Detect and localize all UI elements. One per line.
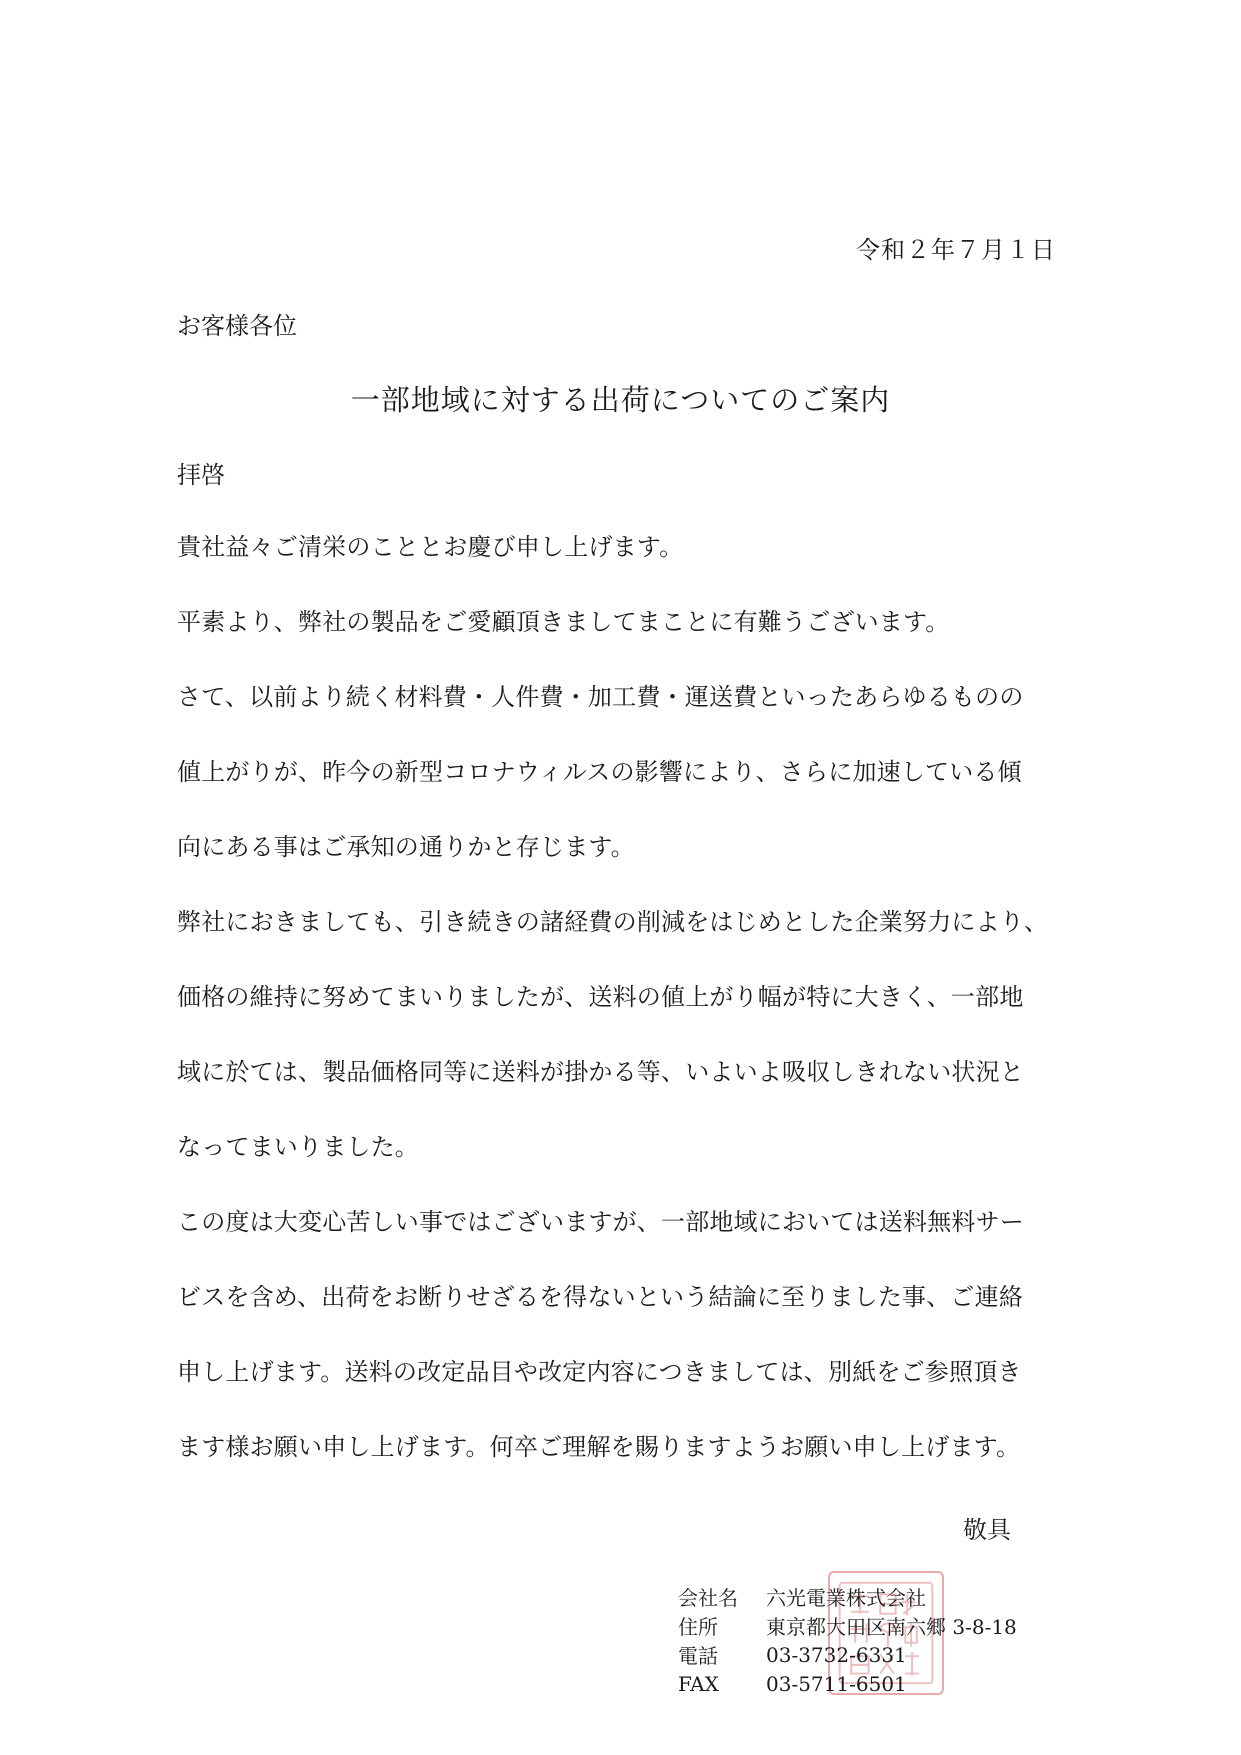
body-line: ビスを含め、出荷をお断りせざるを得ないという結論に至りました事、ご連絡 xyxy=(177,1283,1024,1311)
company-name-label: 会社名 xyxy=(678,1586,738,1610)
fax-label: FAX xyxy=(678,1671,719,1696)
address-label: 住所 xyxy=(678,1615,718,1639)
address-row xyxy=(678,1611,1017,1640)
phone-label: 電話 xyxy=(678,1644,718,1668)
body-line: 貴社益々ご清栄のこととお慶び申し上げます。 xyxy=(177,533,684,561)
body-line: ます様お願い申し上げます。何卒ご理解を賜りますようお願い申し上げます。 xyxy=(177,1433,1021,1461)
body-line: 平素より、弊社の製品をご愛顧頂きましてまことに有難うございます。 xyxy=(177,608,950,636)
body-line: 値上がりが、昨今の新型コロナウィルスの影響により、さらに加速している傾 xyxy=(177,758,1022,786)
closing: 敬具 xyxy=(963,1516,1011,1544)
company-name-value: 六光電業株式会社 xyxy=(766,1586,926,1610)
company-name-row xyxy=(678,1582,1017,1611)
fax-value: 03-5711-6501 xyxy=(766,1671,907,1696)
salutation: 拝啓 xyxy=(177,461,225,489)
body-line: さて、以前より続く材料費・人件費・加工費・運送費といったあらゆるものの xyxy=(177,683,1024,711)
recipient: お客様各位 xyxy=(177,312,297,340)
letter-body xyxy=(177,532,1077,1507)
address-value: 東京都大田区南六郷 3-8-18 xyxy=(766,1615,1017,1639)
body-line: この度は大変心苦しい事ではございますが、一部地域においては送料無料サー xyxy=(177,1208,1024,1236)
body-line: 価格の維持に努めてまいりましたが、送料の値上がり幅が特に大きく、一部地 xyxy=(177,983,1024,1011)
phone-value: 03-3732-6331 xyxy=(766,1642,907,1667)
body-line: なってまいりました。 xyxy=(177,1133,419,1161)
body-line: 申し上げます。送料の改定品目や改定内容につきましては、別紙をご参照頂き xyxy=(177,1358,1022,1386)
phone-row xyxy=(678,1640,1017,1669)
body-line: 向にある事はご承知の通りかと存じます。 xyxy=(177,833,635,861)
fax-row xyxy=(678,1669,1017,1698)
page-title: 一部地域に対する出荷についてのご案内 xyxy=(350,383,891,417)
body-line: 弊社におきましても、引き続きの諸経費の削減をはじめとした企業努力により、 xyxy=(177,908,1049,936)
company-info xyxy=(678,1582,1017,1698)
body-line: 域に於ては、製品価格同等に送料が掛かる等、いよいよ吸収しきれない状況と xyxy=(177,1058,1024,1086)
letter-date: 令和２年７月１日 xyxy=(856,236,1056,264)
